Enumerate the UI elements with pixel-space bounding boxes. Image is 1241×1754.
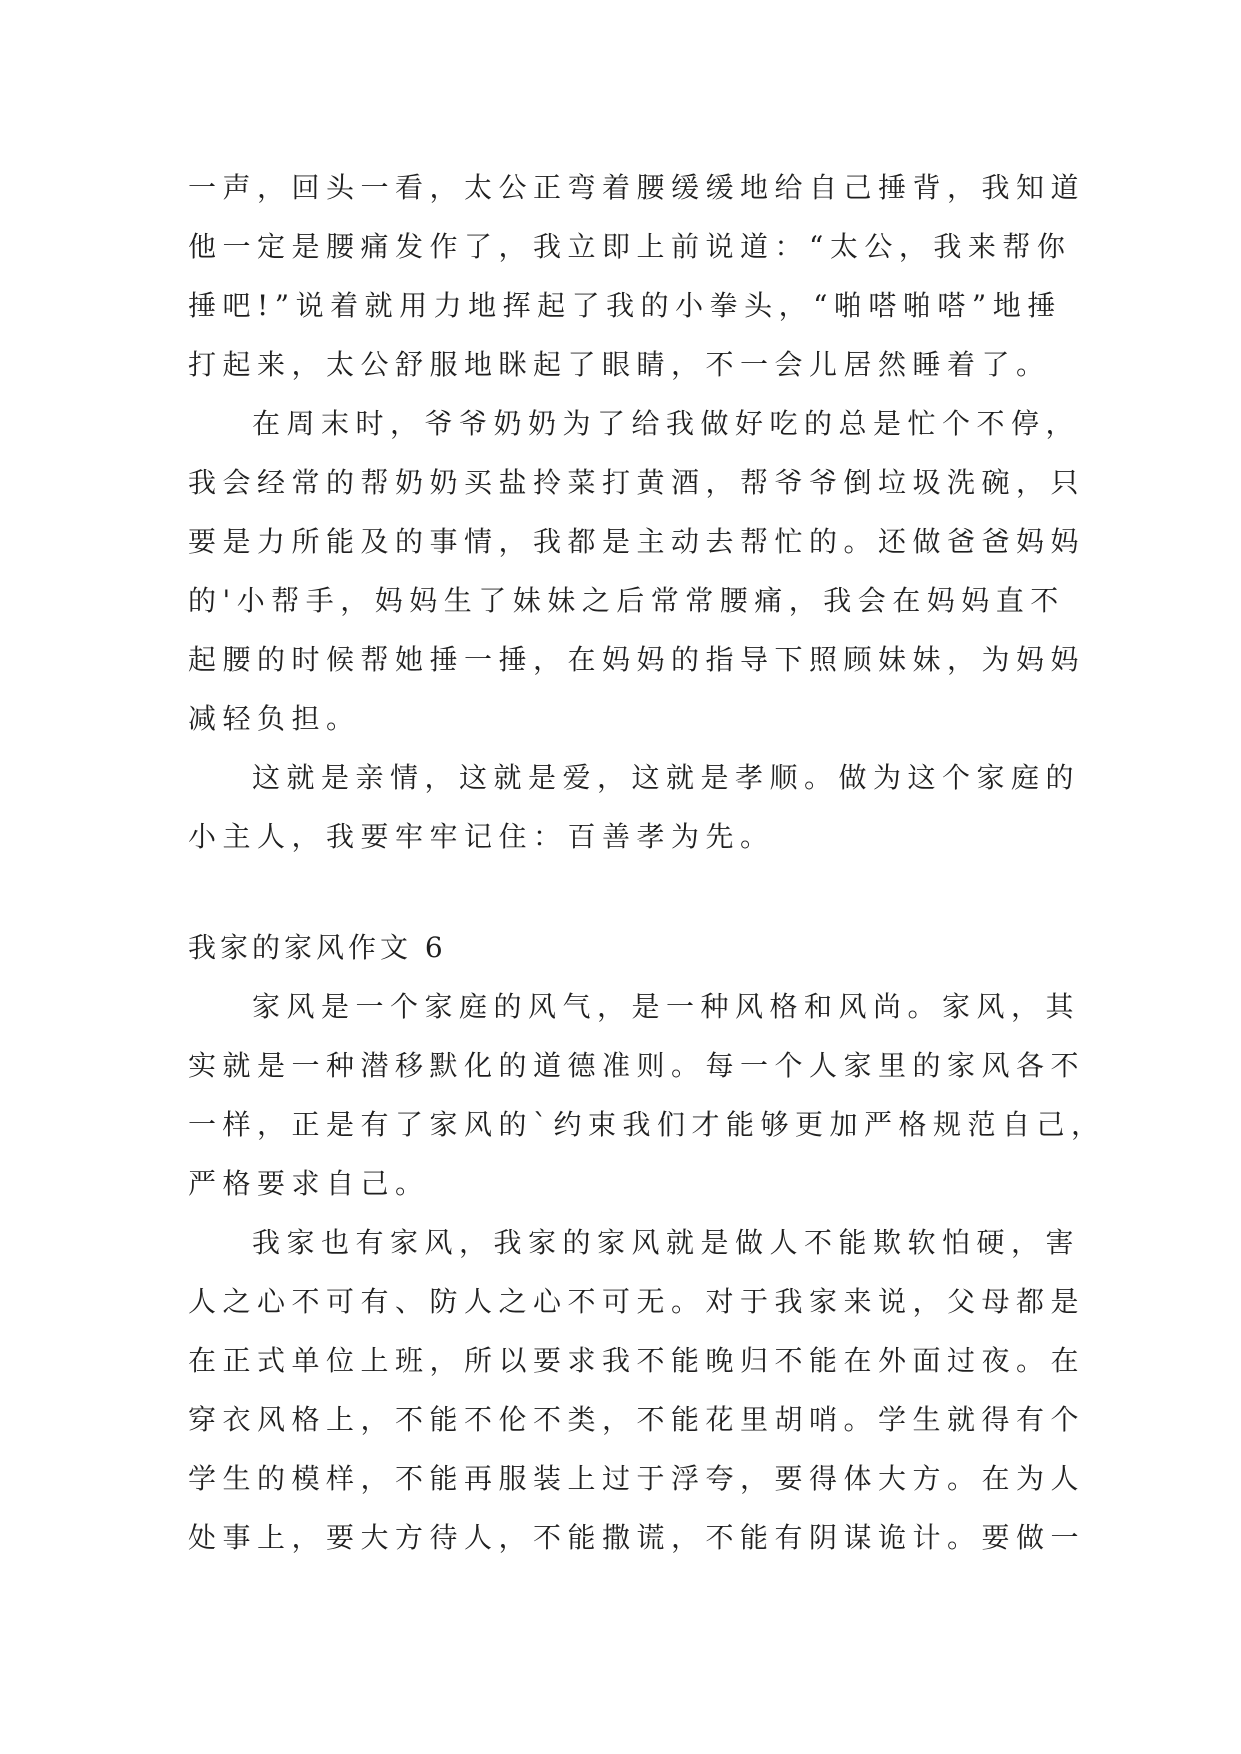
paragraph	[188, 394, 1086, 748]
text-line: 减轻负担。	[188, 702, 361, 735]
text-line: 我家也有家风，我家的家风就是做人不能欺软怕硬，害	[252, 1226, 1081, 1259]
paragraph	[188, 1213, 1086, 1567]
paragraph	[188, 748, 1081, 866]
text-line: 在周末时，爷爷奶奶为了给我做好吃的总是忙个不停，	[252, 407, 1081, 440]
previous-section-text	[188, 158, 1086, 866]
text-line: 起腰的时候帮她捶一捶，在妈妈的指导下照顾妹妹，为妈妈	[188, 643, 1086, 676]
text-line: 要是力所能及的事情，我都是主动去帮忙的。还做爸爸妈妈	[188, 525, 1086, 558]
text-line: 严格要求自己。	[188, 1167, 430, 1200]
text-line: 的'小帮手，妈妈生了妹妹之后常常腰痛，我会在妈妈直不	[188, 584, 1065, 617]
paragraph	[188, 977, 1106, 1213]
text-line: 人之心不可有、防人之心不可无。对于我家来说，父母都是	[188, 1285, 1086, 1318]
text-line: 学生的模样，不能再服装上过于浮夸，要得体大方。在为人	[188, 1462, 1086, 1495]
text-line: 小主人，我要牢牢记住：百善孝为先。	[188, 820, 775, 853]
text-line: 一声，回头一看，太公正弯着腰缓缓地给自己捶背，我知道	[188, 171, 1086, 204]
text-line: 实就是一种潜移默化的道德准则。每一个人家里的家风各不	[188, 1049, 1086, 1082]
text-line: 在正式单位上班，所以要求我不能晚归不能在外面过夜。在	[188, 1344, 1086, 1377]
text-line: 家风是一个家庭的风气，是一种风格和风尚。家风，其	[252, 990, 1081, 1023]
text-line: 这就是亲情，这就是爱，这就是孝顺。做为这个家庭的	[252, 761, 1081, 794]
text-line: 我会经常的帮奶奶买盐拎菜打黄酒，帮爷爷倒垃圾洗碗，只	[188, 466, 1086, 499]
text-line: 处事上，要大方待人，不能撒谎，不能有阴谋诡计。要做一	[188, 1521, 1086, 1554]
text-line: 他一定是腰痛发作了，我立即上前说道：“太公，我来帮你	[188, 230, 1072, 263]
section-text	[188, 918, 1106, 1567]
section-title: 我家的家风作文 6	[188, 931, 447, 964]
text-line: 捶吧!”说着就用力地挥起了我的小拳头，“啪嗒啪嗒”地捶	[188, 289, 1062, 322]
paragraph	[188, 158, 1086, 394]
text-line: 一样，正是有了家风的`约束我们才能够更加严格规范自己，	[188, 1108, 1106, 1141]
text-line: 穿衣风格上，不能不伦不类，不能花里胡哨。学生就得有个	[188, 1403, 1086, 1436]
text-line: 打起来，太公舒服地眯起了眼睛，不一会儿居然睡着了。	[188, 348, 1051, 381]
